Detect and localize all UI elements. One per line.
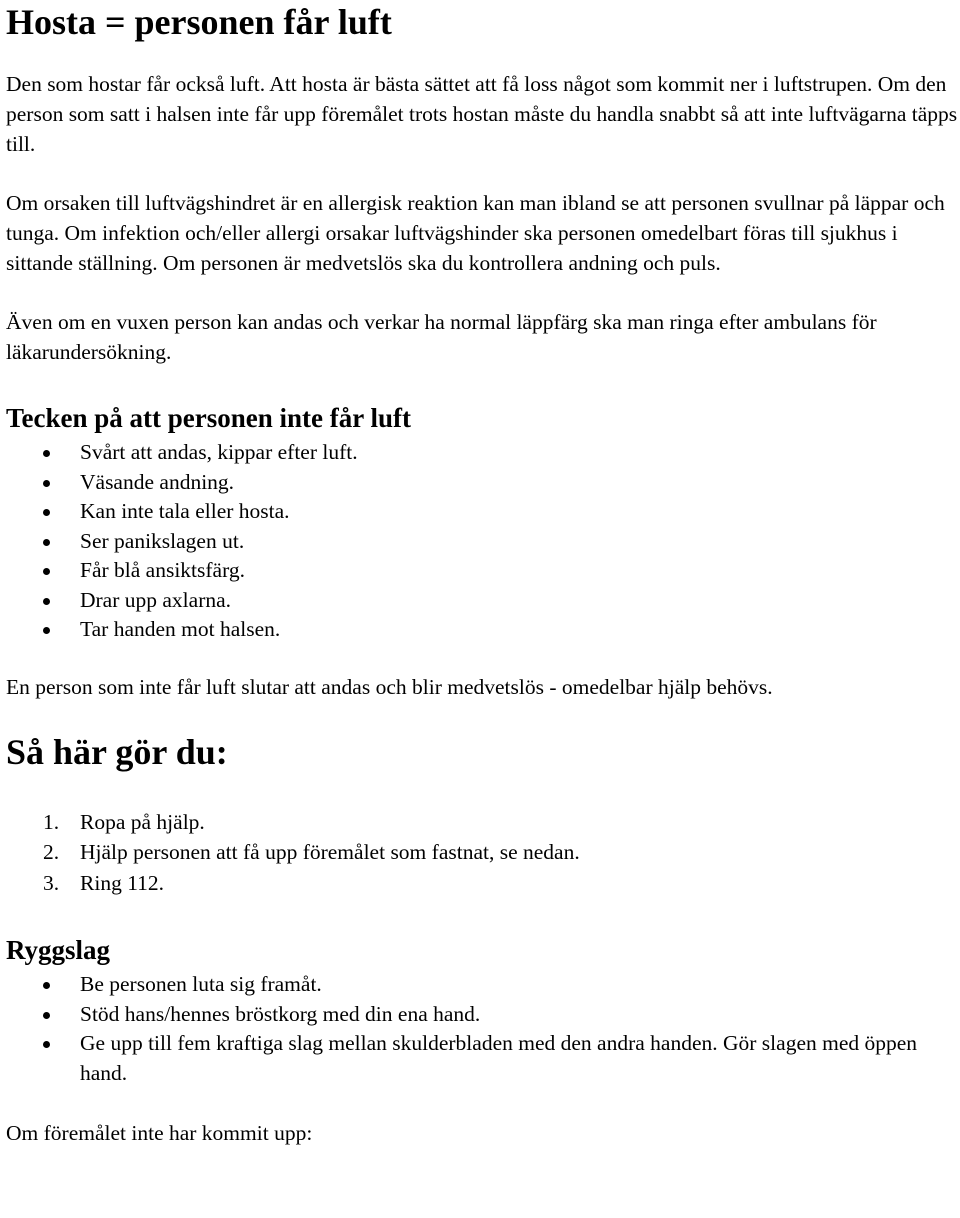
list-item — [6, 527, 958, 557]
not-up-paragraph: Om föremålet inte har kommit upp: — [6, 1121, 313, 1145]
step-number: 1. — [43, 809, 60, 834]
step-number: 2. — [43, 840, 60, 864]
signs-list — [6, 438, 958, 645]
bullet-icon — [43, 1012, 50, 1019]
list-item-text: Väsande andning. — [80, 469, 235, 494]
unconscious-paragraph: En person som inte får luft slutar att andas och blir medvetslös - omedelbar hjälp behövs. — [6, 674, 773, 699]
list-item-text: Ge upp till fem kraftiga slag mellan skulderbladen med den andra handen. Gör slagen med öppen hand. — [80, 1031, 918, 1085]
document-page — [6, 0, 958, 1148]
bullet-icon — [43, 568, 50, 575]
list-item-text: Stöd hans/hennes bröstkorg med din ena hand. — [80, 1001, 481, 1026]
bullet-icon — [43, 598, 50, 605]
bullet-icon — [43, 480, 50, 487]
ryggslag-heading: Ryggslag — [6, 935, 111, 965]
bullet-icon — [43, 627, 50, 634]
list-item — [6, 438, 958, 468]
list-item — [6, 497, 958, 527]
signs-heading: Tecken på att personen inte får luft — [6, 403, 411, 433]
step-item — [6, 807, 958, 838]
allergy-paragraph: Om orsaken till luftvägshindret är en allergisk reaktion kan man ibland se att personen svullnar på läppar och tunga. Om infektion och/eller allergi orsakar luftvägshinder ska personen omedelbart föras till sjukhus i sittande ställning. Om personen är medvetslös ska du kontrollera andning och puls. — [6, 191, 945, 275]
list-item — [6, 970, 958, 1000]
list-item — [6, 615, 958, 645]
list-item — [6, 468, 958, 498]
ambulance-paragraph: Även om en vuxen person kan andas och verkar ha normal läppfärg ska man ringa efter ambulans för läkarundersökning. — [6, 310, 877, 364]
list-item-text: Drar upp axlarna. — [80, 587, 232, 612]
step-item — [6, 837, 958, 868]
list-item — [6, 556, 958, 586]
intro-paragraph: Den som hostar får också luft. Att hosta är bästa sättet att få loss något som kommit ner i luftstrupen. Om den person som satt i halsen inte får upp föremålet trots hostan måste du handla snabbt så att inte luftvägarna täpps till. — [6, 72, 958, 156]
step-text: Hjälp personen att få upp föremålet som fastnat, se nedan. — [80, 840, 580, 864]
list-item-text: Tar handen mot halsen. — [80, 617, 281, 641]
ryggslag-list — [6, 970, 958, 1088]
step-item — [6, 868, 958, 899]
list-item — [6, 586, 958, 616]
list-item — [6, 1029, 958, 1088]
step-text: Ring 112. — [80, 870, 165, 895]
page-title: Hosta = personen får luft — [6, 2, 392, 42]
bullet-icon — [43, 539, 50, 546]
step-number: 3. — [43, 870, 60, 895]
step-text: Ropa på hjälp. — [80, 809, 205, 834]
list-item-text: Får blå ansiktsfärg. — [80, 558, 245, 582]
steps-list — [6, 807, 958, 899]
bullet-icon — [43, 1041, 50, 1048]
list-item — [6, 1000, 958, 1030]
bullet-icon — [43, 450, 50, 457]
list-item-text: Be personen luta sig framåt. — [80, 972, 322, 996]
list-item-text: Svårt att andas, kippar efter luft. — [80, 440, 358, 464]
list-item-text: Ser panikslagen ut. — [80, 528, 245, 553]
bullet-icon — [43, 982, 50, 989]
bullet-icon — [43, 509, 50, 516]
howto-heading: Så här gör du: — [6, 731, 228, 772]
list-item-text: Kan inte tala eller hosta. — [80, 499, 290, 523]
